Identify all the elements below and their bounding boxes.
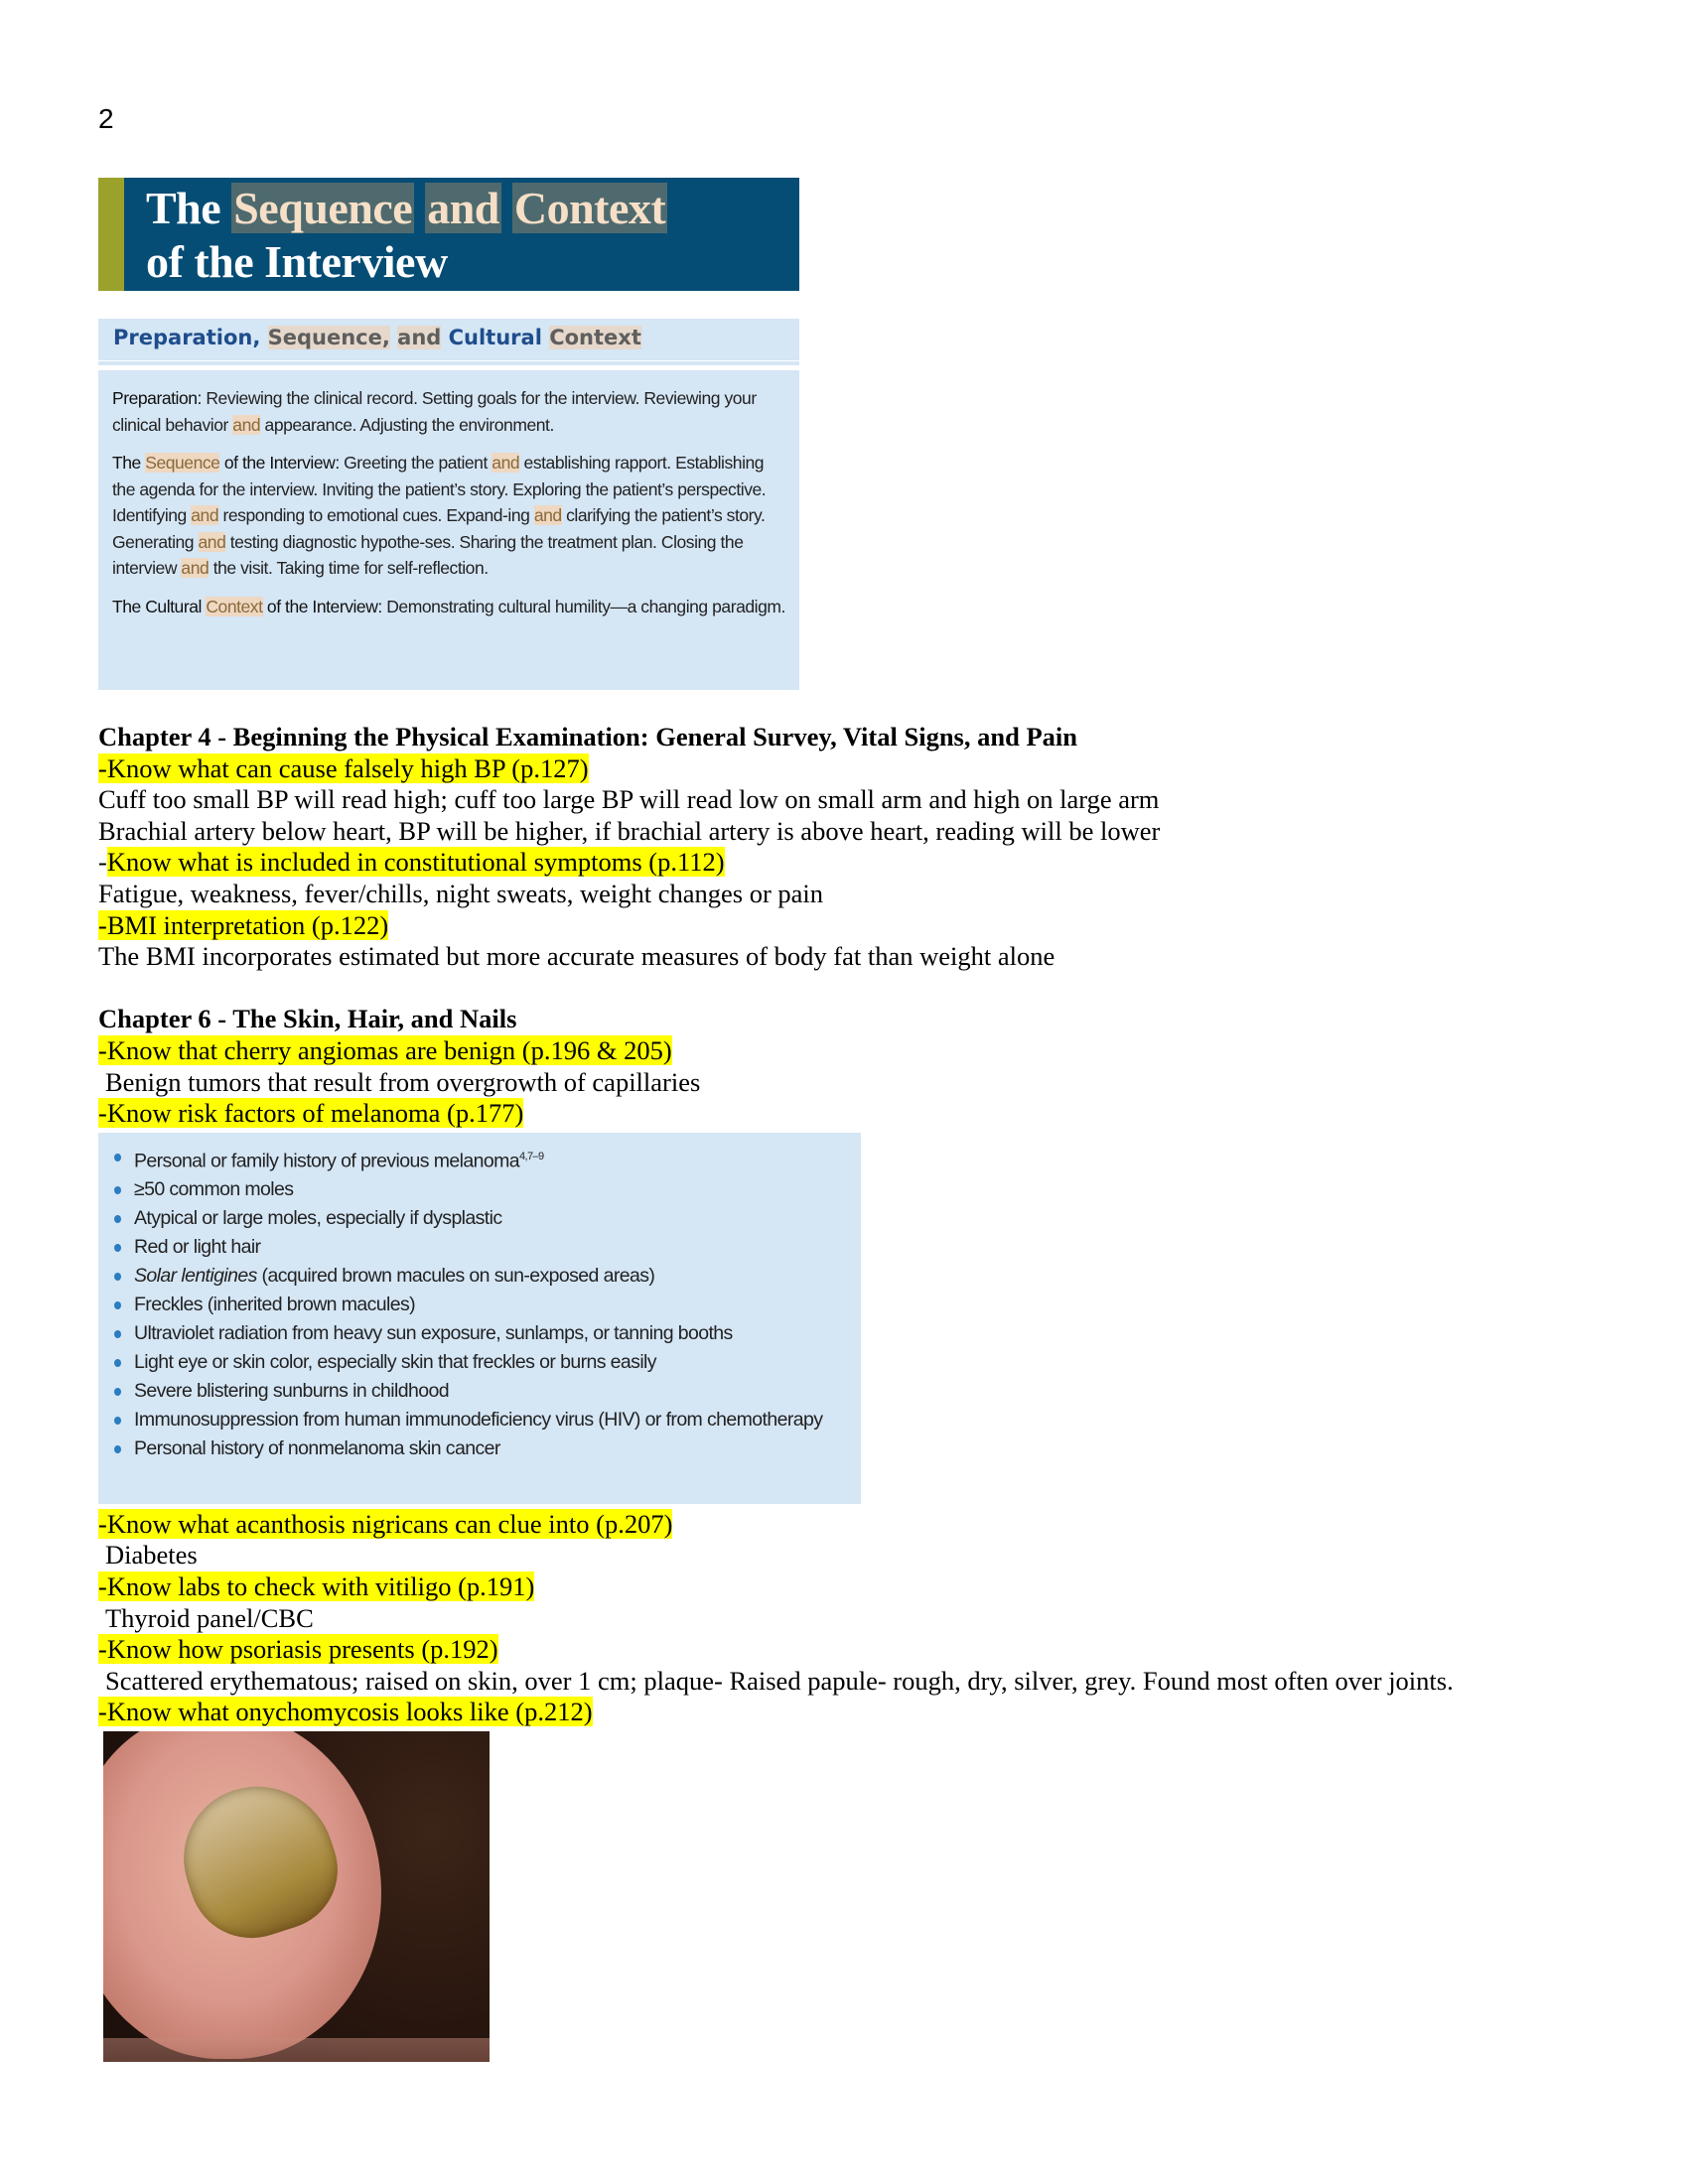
melanoma-risk-item [112, 1406, 849, 1434]
title-word-highlight: Context [513, 183, 666, 233]
highlight: Sequence [145, 453, 220, 473]
text: establishing rapport. Establishing the agenda for the interview. Inviting the patient’s story. Exploring the patient’s perspective. Identifying [112, 453, 767, 525]
title-accent-bar [98, 178, 124, 291]
subheader-word-highlight: Context [549, 326, 641, 349]
study-prompt: -Know what acanthosis nigricans can clue into (p.207) [98, 1508, 673, 1539]
photo-shadow [103, 2038, 490, 2062]
answer-line: Benign tumors that result from overgrowth of capillaries [105, 1066, 701, 1097]
melanoma-risk-item [112, 1204, 849, 1233]
risk-text: Freckles (inherited brown macules) [134, 1294, 416, 1316]
chapter6-heading: Chapter 6 - The Skin, Hair, and Nails [98, 1004, 517, 1034]
text: clarifying the patient’s story. Generating [112, 505, 766, 552]
study-prompt: -Know that cherry angiomas are benign (p.196 & 205) [98, 1034, 672, 1065]
melanoma-risk-item [112, 1319, 849, 1348]
highlight: and [198, 531, 226, 552]
title-line-2: of the Interview [146, 236, 448, 287]
study-prompt: Know what is included in constitutional symptoms (p.112) [106, 847, 725, 878]
answer-line: Thyroid panel/CBC [105, 1602, 314, 1633]
title-word-highlight: Sequence [233, 183, 413, 233]
highlight: and [181, 558, 210, 578]
text: Greeting the patient [339, 453, 492, 473]
study-prompt: -Know what can cause falsely high BP (p.127) [98, 752, 589, 783]
subheader-word: Preparation, [113, 326, 261, 349]
text: Demonstrating cultural humility—a changing paradigm. [381, 596, 785, 616]
citation-superscript: 4,7–9 [518, 1150, 544, 1162]
risk-text: Light eye or skin color, especially skin that freckles or burns easily [134, 1351, 656, 1374]
highlight: and [191, 505, 219, 525]
highlight: and [533, 505, 562, 525]
risk-italic: Solar lentigines [134, 1265, 257, 1288]
figure-body [98, 370, 799, 690]
risk-text: Atypical or large moles, especially if dysplastic [134, 1207, 502, 1230]
text: the visit. Taking time for self-reflection. [209, 558, 489, 578]
melanoma-risk-box [98, 1133, 861, 1504]
risk-text: Personal or family history of previous melanoma [134, 1150, 519, 1172]
highlight: and [492, 453, 520, 473]
paragraph-lead: of the Interview: [262, 596, 382, 616]
text: Reviewing the clinical record. Setting goals for the interview. Reviewing your clinical behavior [112, 388, 757, 435]
paragraph-lead: Preparation: [112, 388, 202, 408]
sequence-paragraph [98, 450, 799, 582]
risk-text: Personal history of nonmelanoma skin cancer [134, 1437, 500, 1460]
figure-subheader [98, 319, 799, 366]
risk-text: Severe blistering sunburns in childhood [134, 1380, 449, 1403]
highlight: Context [206, 596, 263, 616]
prompt-prefix: - [98, 847, 107, 878]
study-prompt: -Know risk factors of melanoma (p.177) [98, 1098, 524, 1129]
study-prompt: -Know what onychomycosis looks like (p.212) [98, 1697, 593, 1727]
risk-text: ≥50 common moles [134, 1178, 294, 1201]
melanoma-risk-item [112, 1175, 849, 1204]
text: testing diagnostic hypothe-ses. Sharing the treatment plan. Closing the interview [112, 531, 744, 578]
melanoma-risk-list [98, 1143, 861, 1464]
answer-line: Scattered erythematous; raised on skin, over 1 cm; plaque- Raised papule- rough, dry, silver, grey. Found most often over joints. [105, 1665, 1454, 1696]
study-prompt: -BMI interpretation (p.122) [98, 909, 389, 940]
melanoma-risk-item [112, 1348, 849, 1377]
highlight: and [232, 414, 261, 435]
risk-text: Ultraviolet radiation from heavy sun exposure, sunlamps, or tanning booths [134, 1322, 733, 1345]
subheader-word-highlight: and [397, 326, 442, 349]
text: responding to emotional cues. Expand-ing [218, 505, 534, 525]
risk-text: Red or light hair [134, 1236, 261, 1259]
title-word: The [146, 183, 221, 233]
subheader-word: Cultural [448, 326, 542, 349]
divider [98, 361, 799, 365]
figure-title-banner [98, 178, 799, 291]
paragraph-lead: The Cultural [112, 596, 207, 616]
title-word-highlight: and [427, 183, 499, 233]
melanoma-risk-item [112, 1434, 849, 1463]
answer-line: Diabetes [105, 1540, 198, 1570]
answer-line: Fatigue, weakness, fever/chills, night sweats, weight changes or pain [98, 878, 824, 908]
paragraph-lead: of the Interview: [219, 453, 340, 473]
study-prompt: -Know labs to check with vitiligo (p.191) [98, 1570, 535, 1601]
figure-title [146, 182, 667, 289]
study-notes [98, 722, 1647, 2062]
melanoma-risk-item [112, 1377, 849, 1406]
risk-text: (acquired brown macules on sun-exposed areas) [256, 1265, 655, 1288]
onychomycosis-photo [103, 1731, 490, 2062]
chapter4-heading: Chapter 4 - Beginning the Physical Examination: General Survey, Vital Signs, and Pain [98, 722, 1078, 751]
answer-line: Cuff too small BP will read high; cuff too large BP will read low on small arm and high on large arm [98, 784, 1160, 815]
risk-text: Immunosuppression from human immunodeficiency virus (HIV) or from chemotherapy [134, 1409, 823, 1432]
subheader-word-highlight: Sequence, [267, 326, 390, 349]
melanoma-risk-item [112, 1143, 849, 1176]
cultural-paragraph [98, 594, 799, 620]
melanoma-risk-item [112, 1291, 849, 1319]
answer-line: The BMI incorporates estimated but more accurate measures of body fat than weight alone [98, 941, 1055, 972]
paragraph-lead: The [112, 453, 146, 473]
page-number: 2 [98, 103, 114, 134]
melanoma-risk-item [112, 1233, 849, 1262]
text: appearance. Adjusting the environment. [260, 414, 554, 435]
answer-line: Brachial artery below heart, BP will be higher, if brachial artery is above heart, reading will be lower [98, 815, 1161, 846]
melanoma-risk-item [112, 1262, 849, 1291]
preparation-paragraph [98, 385, 799, 438]
study-prompt: -Know how psoriasis presents (p.192) [98, 1634, 498, 1665]
